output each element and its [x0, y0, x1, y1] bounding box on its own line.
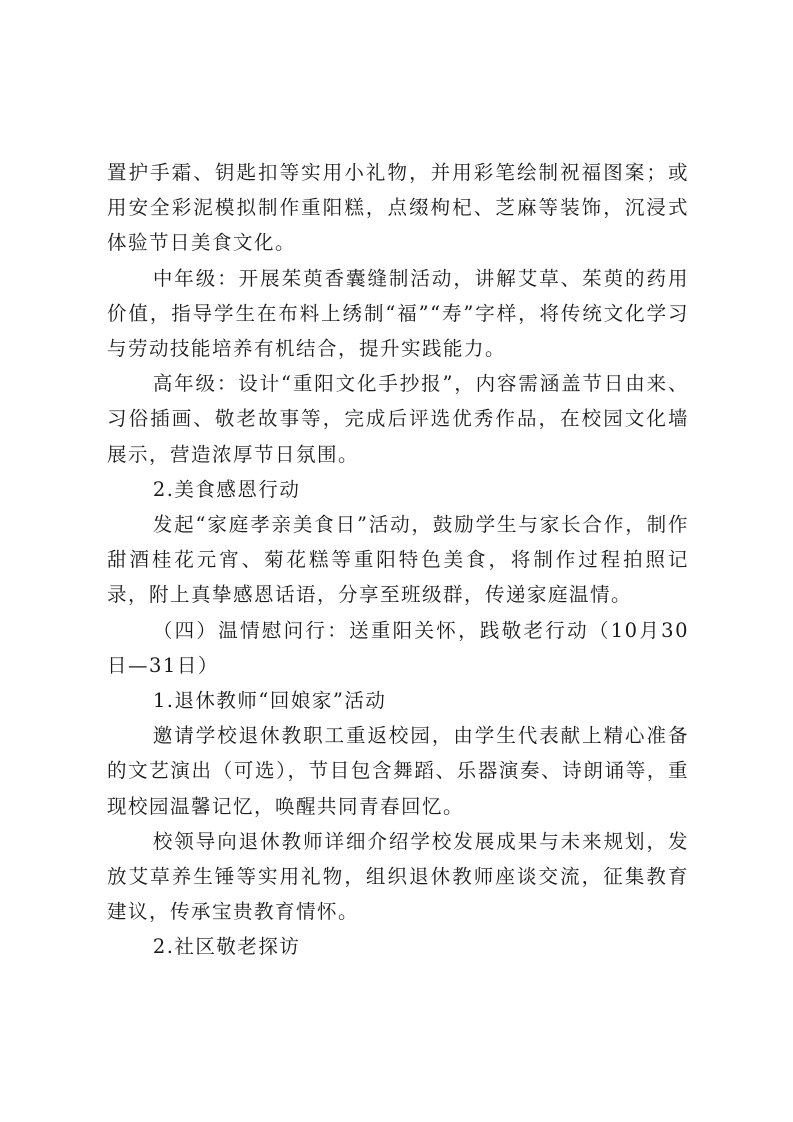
- section-heading-retired-teachers: 1.退休教师“回娘家”活动: [152, 689, 387, 713]
- section-heading-visit-care: （四）温情慰问行：送重阳关怀，践敬老行动（10月30日—31日）: [107, 618, 689, 677]
- section-heading-food-gratitude: 2.美食感恩行动: [152, 477, 301, 501]
- document-body: [107, 155, 689, 965]
- paragraph-middle-grade: 中年级：开展茱萸香囊缝制活动，讲解艾草、茱萸的药用价值，指导学生在布料上绣制“福”“寿”字样，将传统文化学习与劳动技能培养有机结合，提升实践能力。: [107, 266, 689, 361]
- paragraph-family-food-day: 发起“家庭孝亲美食日”活动，鼓励学生与家长合作，制作甜酒桂花元宵、菊花糕等重阳特色美食，将制作过程拍照记录，附上真挚感恩话语，分享至班级群，传递家庭温情。: [107, 513, 689, 607]
- section-heading-community-visit: 2.社区敬老探访: [152, 935, 301, 959]
- paragraph-invite-retirees: 邀请学校退休教职工重返校园，由学生代表献上精心准备的文艺演出（可选），节目包含舞蹈、乐器演奏、诗朗诵等，重现校园温馨记忆，唤醒共同青春回忆。: [107, 724, 689, 818]
- paragraph-leaders-introduce: 校领导向退休教师详细介绍学校发展成果与未来规划，发放艾草养生锤等实用礼物，组织退休教师座谈交流，征集教育建议，传承宝贵教育情怀。: [107, 829, 689, 924]
- paragraph-gift-making: 置护手霜、钥匙扣等实用小礼物，并用彩笔绘制祝福图案；或用安全彩泥模拟制作重阳糕，点缀枸杞、芝麻等装饰，沉浸式体验节日美食文化。: [107, 161, 689, 255]
- paragraph-upper-grade: 高年级：设计“重阳文化手抄报”，内容需涵盖节日由来、习俗插画、敬老故事等，完成后评选优秀作品，在校园文化墙展示，营造浓厚节日氛围。: [107, 372, 689, 466]
